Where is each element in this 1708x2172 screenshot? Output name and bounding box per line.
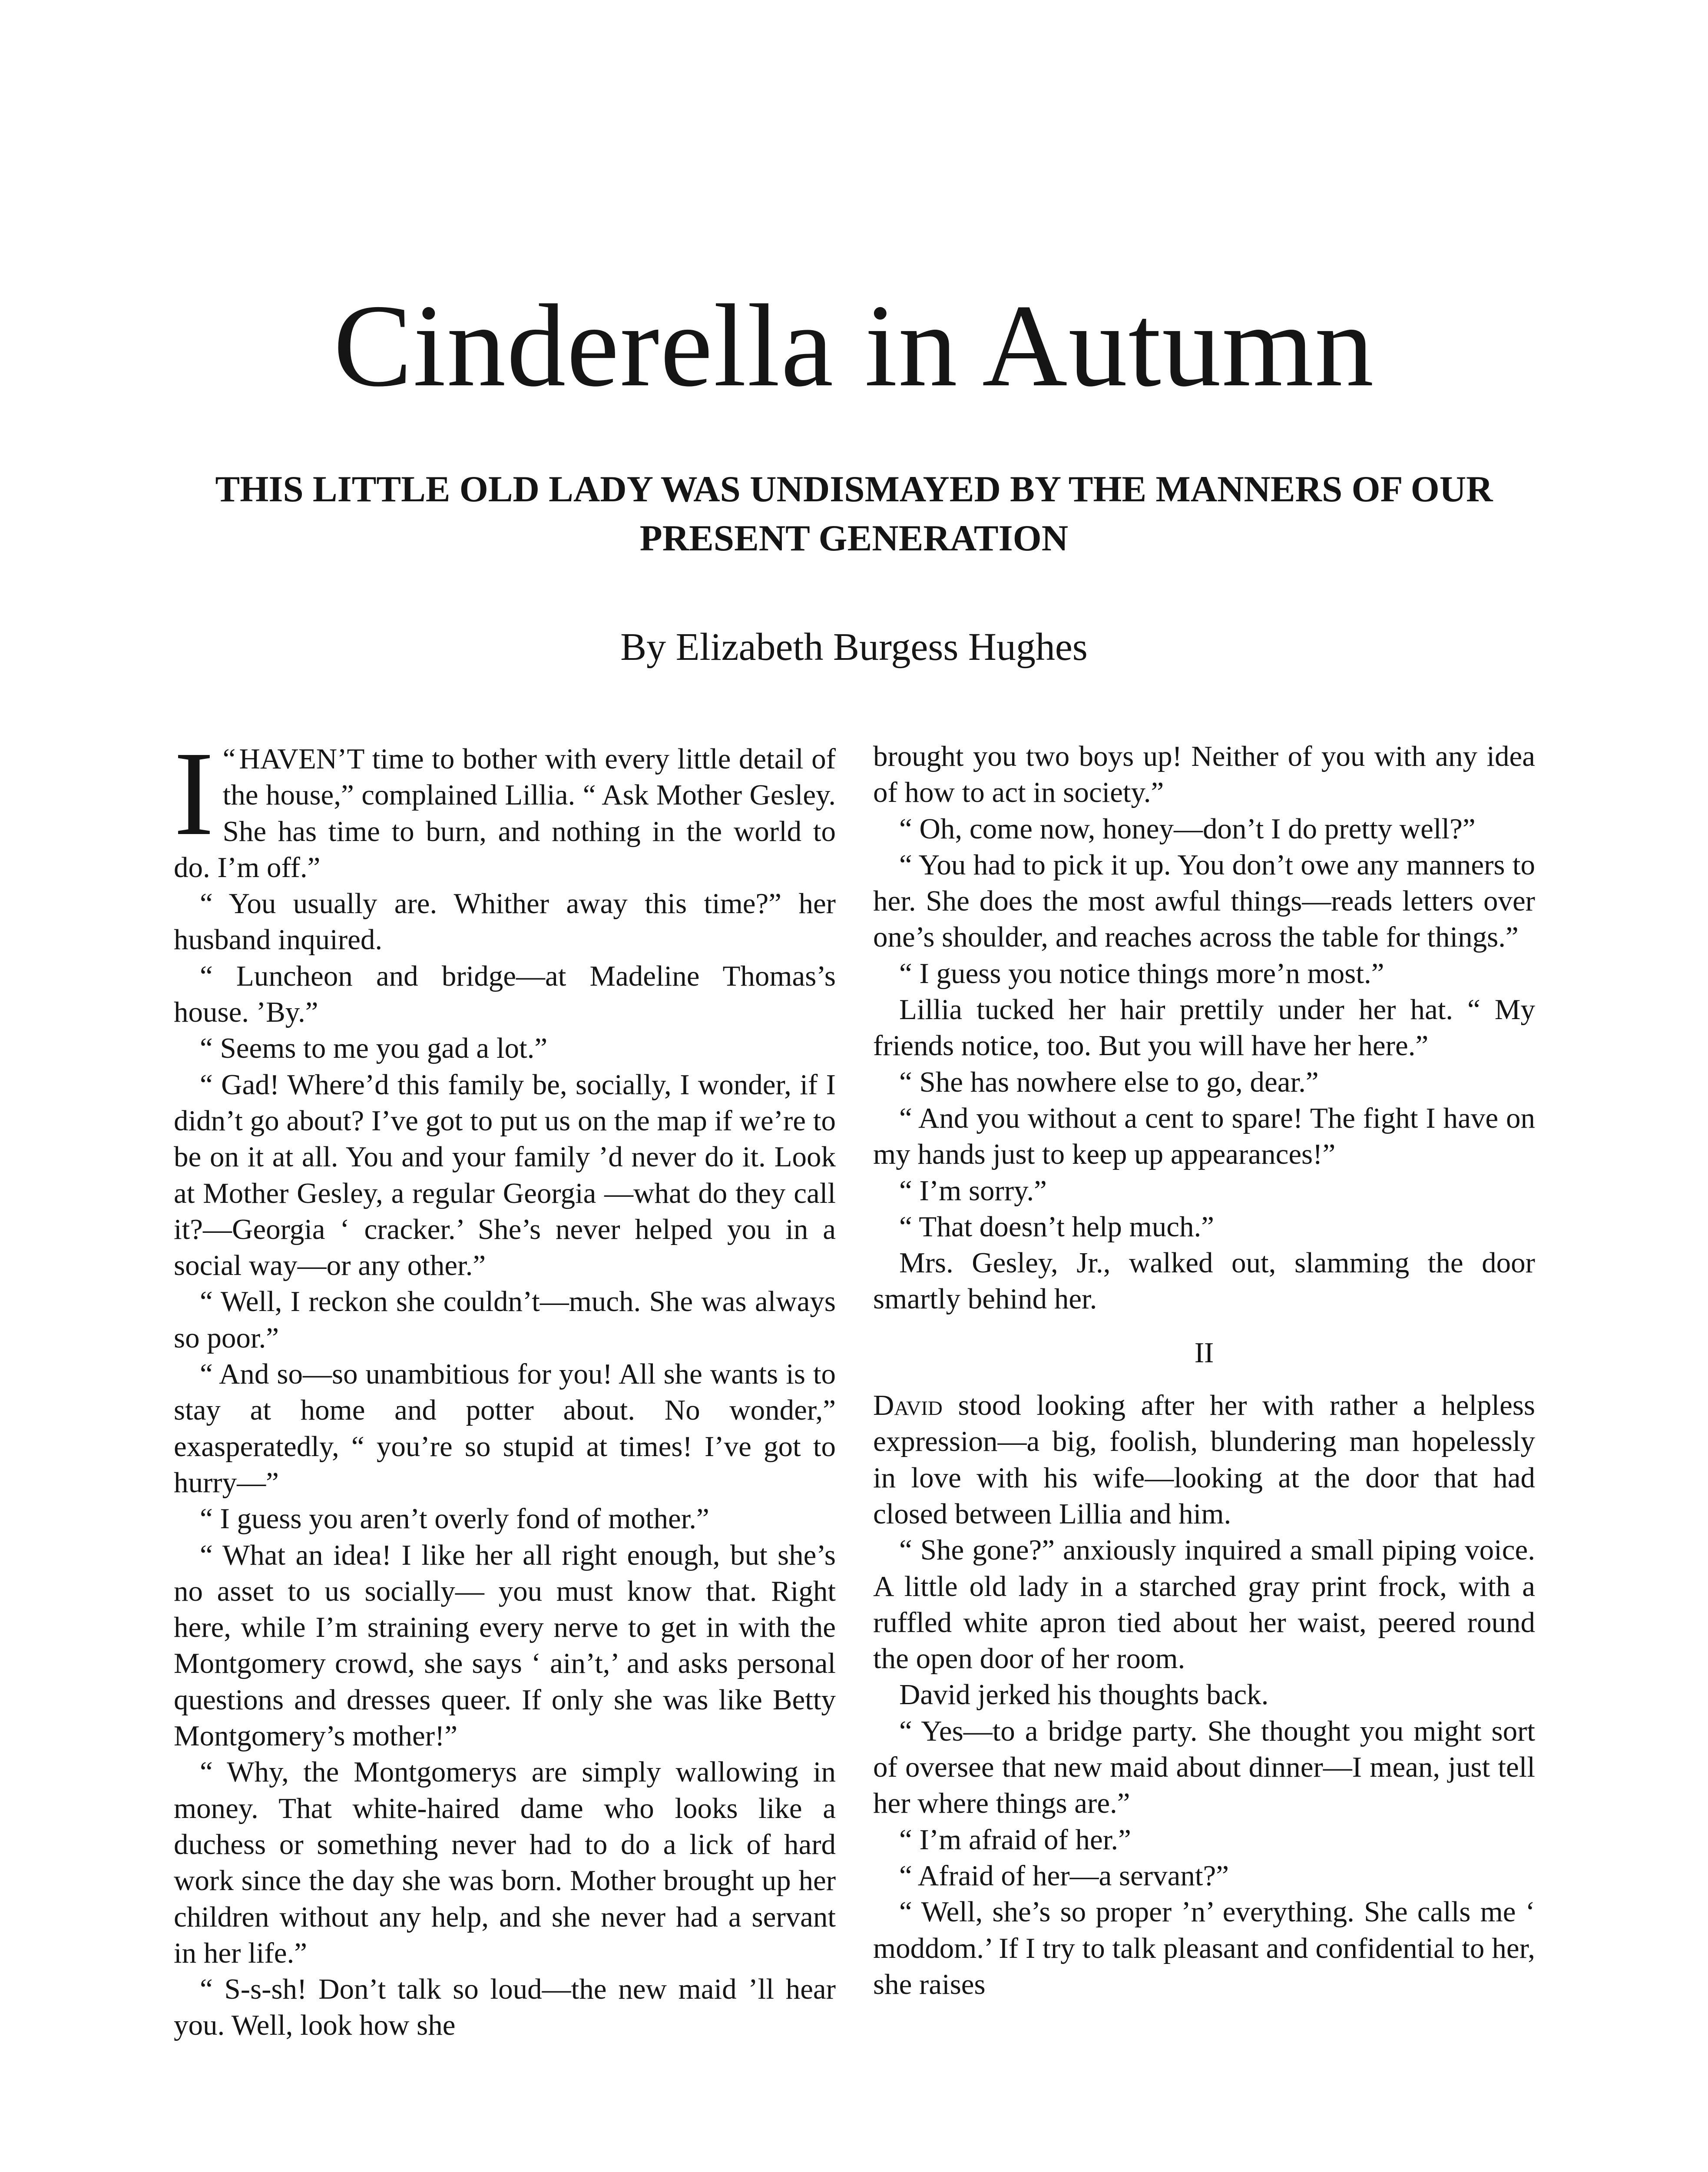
paragraph: “ She gone?” anxiously inquired a small piping voice. A little old lady in a starched gray print frock, with a ruffled white apron tied about her waist, peered round the open door of her room. [873,1534,1535,1675]
section-lead-word: David [873,1389,943,1422]
left-column [174,738,836,2172]
paragraph: “ Afraid of her—a servant?” [899,1859,1229,1892]
paragraph: “ I guess you notice things more’n most.” [899,957,1384,990]
paragraph: “ That doesn’t help much.” [899,1210,1215,1243]
article-title: Cinderella in Autumn [333,280,1375,411]
paragraph: Lillia tucked her hair prettily under her hat. “ My friends notice, too. But you will have her here.” [873,993,1535,1062]
paragraph: “ Well, I reckon she couldn’t—much. She was always so poor.” [174,1285,836,1354]
paragraph: “ She has nowhere else to go, dear.” [899,1066,1319,1098]
paragraph: “ You had to pick it up. You don’t owe any manners to her. She does the most awful things—reads letters over one’s shoulder, and reaches across the table for things.” [873,848,1535,954]
paragraph: David jerked his thoughts back. [899,1679,1269,1711]
paragraph: “ Oh, come now, honey—don’t I do pretty well?” [899,812,1476,845]
paragraph: “ Why, the Montgomerys are simply wallowing in money. That white-haired dame who looks like a duchess or something never had to do a lick of hard work since the day she was born. Mother brought up her children without any help, and she never had a servant in her life.” [174,1756,836,1969]
right-column [873,738,1535,2172]
paragraph: “ Yes—to a bridge party. She thought you might sort of oversee that new maid about dinner—I mean, just tell her where things are.” [873,1715,1535,1820]
paragraph: “ I’m afraid of her.” [899,1823,1131,1856]
paragraph: “ Well, she’s so proper ’n’ everything. She calls me ‘ moddom.’ If I try to talk pleasant and confidential to her, she raises [873,1896,1535,2000]
continued-paragraph: brought you two boys up! Neither of you with any idea of how to act in society.” [873,740,1535,809]
author-byline: By Elizabeth Burgess Hughes [620,626,1088,669]
paragraph: “ I guess you aren’t overly fond of mother.” [200,1503,709,1535]
paragraph: Mrs. Gesley, Jr., walked out, slamming the door smartly behind her. [873,1247,1535,1315]
paragraph: “ S-s-sh! Don’t talk so loud—the new maid ’ll hear you. Well, look how she [174,1973,836,2042]
paragraph: “ And you without a cent to spare! The fight I have on my hands just to keep up appearances!” [873,1102,1535,1171]
paragraph: “ I’m sorry.” [899,1174,1047,1207]
section-opening-text: stood looking after her with rather a helpless expression—a big, foolish, blundering man hopelessly in love with his wife—looking at the door that had closed between Lillia and him. [873,1389,1535,1530]
paragraph: “ You usually are. Whither away this time?” her husband inquired. [174,887,836,956]
drop-cap: I [174,738,214,861]
section-heading: II [1194,1336,1214,1369]
opening-quote-mark: “ [222,743,236,775]
paragraph: “ And so—so unambitious for you! All she wants is to stay at home and potter about. No wonder,” exasperatedly, “ you’re so stupid at times! I’ve got to hurry—” [174,1358,836,1499]
paragraph: “ Luncheon and bridge—at Madeline Thomas’s house. ’By.” [174,960,836,1029]
opening-text: HAVEN’T time to bother with every little detail of the house,” complained Lillia. “ Ask Mother Gesley. She has time to burn, and nothing in the world to do. I’m off.” [174,743,836,884]
article-subtitle: THIS LITTLE OLD LADY WAS UNDISMAYED BY THE MANNERS OF OUR PRESENT GENERATION [215,469,1493,559]
paragraph: “ Seems to me you gad a lot.” [200,1032,548,1065]
paragraph: “ Gad! Where’d this family be, socially, I wonder, if I didn’t go about? I’ve got to put us on the map if we’re to be on it at all. You and your family ’d never do it. Look at Mother Gesley, a regular Georgia —what do they call it?—Georgia ‘ cracker.’ She’s never helped you in a social way—or any other.” [174,1068,836,1282]
opening-paragraph [174,738,836,886]
paragraph: “ What an idea! I like her all right enough, but she’s no asset to us socially— you must know that. Right here, while I’m straining every nerve to get in with the Montgomery crowd, she says ‘ ain’t,’ and asks personal questions and dresses queer. If only she was like Betty Montgomery’s mother!” [174,1539,836,1752]
section-opening-paragraph [873,1387,1535,1532]
